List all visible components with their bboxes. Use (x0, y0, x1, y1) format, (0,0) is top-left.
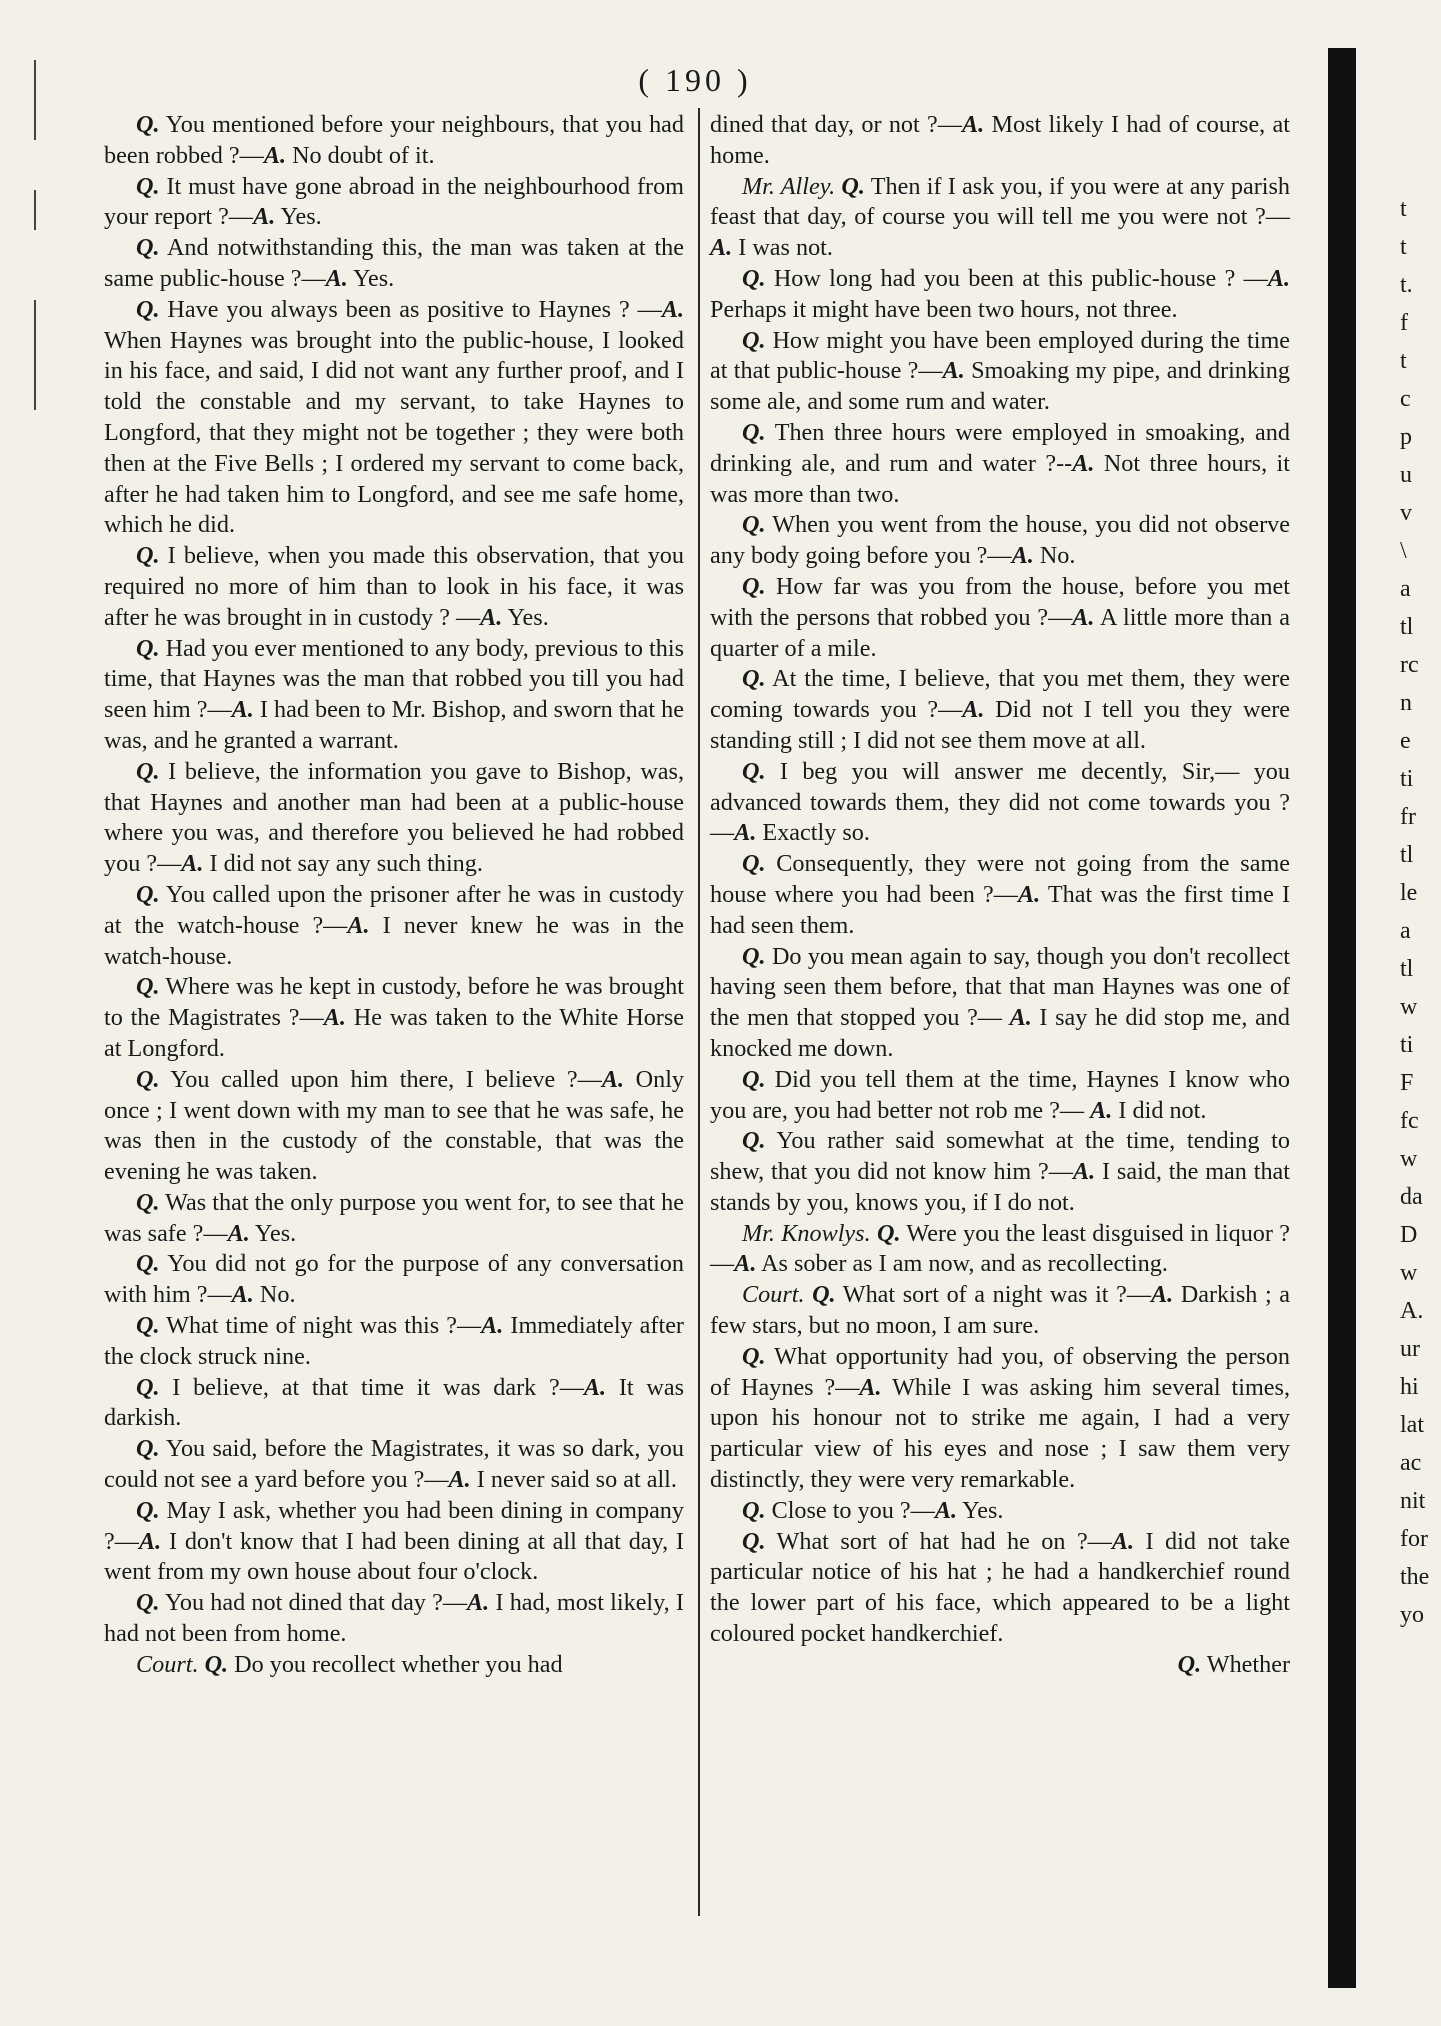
edge-fragment: le (1400, 880, 1418, 906)
qa-marker: Q. (742, 1496, 766, 1524)
paragraph (104, 880, 684, 972)
text-run: Only once ; I went down with my man to see that he was safe, he was then in the custody of the constable, that was the evening he was taken. (104, 1065, 685, 1186)
text-run: Smoaking my pipe, and drinking some ale, and some rum and water. (710, 357, 1290, 416)
text-run: I believe, at that time it was dark ?— (159, 1373, 584, 1401)
text-run: I did not take particular notice of his hat ; he had a handkerchief round the lower part of his face, which appeared to be a light coloured pocket handkerchief. (710, 1527, 1290, 1648)
qa-marker: A. (480, 603, 503, 631)
paragraph (104, 757, 684, 880)
edge-fragment: f (1400, 310, 1408, 336)
edge-fragment: tl (1400, 956, 1414, 982)
text-run: I believe, when you made this observation, that you required no more of him than to look in his face, it was after he was brought in in custody ? — (104, 542, 684, 631)
text-run: And notwithstanding this, the man was taken at the same public-house ?— (104, 234, 684, 292)
paragraph (104, 295, 684, 541)
qa-marker: A. (583, 1373, 607, 1401)
qa-marker: Q. (136, 1065, 160, 1093)
qa-marker: Q. (136, 172, 160, 200)
qa-marker: A. (1017, 880, 1041, 908)
text-run: I don't know that I had been dining at all that day, I went from my own house about four o'clock. (104, 1527, 684, 1586)
paragraph (710, 264, 1290, 326)
text-run: Close to you ?— (765, 1496, 935, 1524)
text-run: Yes. (957, 1496, 1004, 1524)
text-run: Consequently, they were not going from the same house where you had been ?— (710, 850, 1290, 908)
edge-fragment: tl (1400, 842, 1414, 868)
text-run: What sort of a night was it ?— (835, 1281, 1152, 1309)
edge-fragment: ur (1400, 1336, 1420, 1362)
text-run: Yes. (347, 264, 395, 292)
qa-marker: Q. (742, 511, 766, 539)
qa-marker: Q. (742, 850, 766, 878)
qa-marker: A. (253, 203, 276, 231)
qa-marker: A. (661, 295, 684, 323)
text-run: That was the first time I had seen them. (710, 880, 1290, 939)
edge-fragment: e (1400, 728, 1411, 754)
edge-fragment: a (1400, 576, 1411, 602)
edge-fragment: fr (1400, 804, 1416, 830)
paragraph (710, 757, 1290, 849)
edge-fragment: t. (1400, 272, 1413, 298)
edge-fragment: the (1400, 1564, 1430, 1590)
paragraph (710, 572, 1290, 664)
qa-marker: Q. (742, 942, 766, 970)
paragraph (104, 972, 684, 1064)
text-run: It must have gone abroad in the neighbourhood from your report ?— (104, 172, 684, 231)
paragraph (710, 326, 1290, 418)
edge-fragment: da (1400, 1184, 1423, 1210)
paragraph (710, 1527, 1290, 1650)
edge-fragment: w (1400, 994, 1418, 1020)
edge-fragment: w (1400, 1260, 1418, 1286)
qa-marker: Q. (876, 1219, 901, 1247)
text-run: No doubt of it. (286, 141, 435, 169)
text-run: Had you ever mentioned to any body, previous to this time, that Haynes was the man that robbed you till you had seen him ?— (104, 634, 684, 724)
paragraph (710, 1496, 1290, 1527)
qa-marker: A. (325, 264, 348, 292)
text-run (805, 1281, 813, 1308)
edge-fragment: t (1400, 234, 1407, 260)
text-run: How might you have been employed during the time at that public-house ?— (710, 326, 1290, 385)
paragraph (104, 541, 684, 633)
qa-marker: Q. (136, 111, 160, 138)
edge-fragment: F (1400, 1070, 1414, 1096)
text-run: I had, most likely, I had not been from home. (104, 1589, 684, 1648)
edge-fragment: fc (1400, 1108, 1419, 1134)
paragraph (710, 664, 1290, 756)
qa-marker: A. (1090, 1096, 1113, 1124)
edge-fragment: p (1400, 424, 1412, 450)
qa-marker: A. (138, 1527, 162, 1555)
qa-marker: Q. (136, 234, 160, 262)
qa-marker: Q. (136, 973, 160, 1001)
edge-fragment: hi (1400, 1374, 1419, 1400)
qa-marker: A. (231, 696, 254, 724)
qa-marker: A. (942, 357, 965, 385)
text-run: What opportunity had you, of observing the person of Haynes ?— (710, 1342, 1290, 1401)
text-run: Where was he kept in custody, before he was brought to the Magistrates ?— (104, 973, 684, 1032)
text-run: You called upon him there, I believe ?— (159, 1065, 602, 1093)
text-run: I say he did stop me, and knocked me down. (710, 1004, 1290, 1062)
qa-marker: A. (323, 1004, 346, 1032)
text-run: Immediately after the clock struck nine. (104, 1312, 684, 1370)
paragraph (104, 172, 684, 234)
paragraph (710, 1126, 1290, 1218)
edge-fragment: ti (1400, 1032, 1414, 1058)
paragraph (104, 233, 684, 295)
page-number: ( 190 ) (638, 62, 752, 98)
paragraph (710, 510, 1290, 572)
edge-fragment: lat (1400, 1412, 1424, 1438)
edge-fragment: t (1400, 196, 1407, 222)
qa-marker: A. (710, 234, 733, 262)
margin-mark (34, 300, 36, 410)
text-run: It was darkish. (104, 1373, 685, 1432)
text-run: You did not go for the purpose of any conversation with him ?— (104, 1250, 684, 1309)
text-run: He was taken to the White Horse at Longford. (104, 1004, 684, 1062)
paragraph (104, 1588, 684, 1650)
qa-marker: A. (1267, 264, 1290, 292)
qa-marker: Q. (742, 418, 766, 446)
edge-fragment: rc (1400, 652, 1419, 678)
edge-fragment: D (1400, 1222, 1418, 1248)
text-run: You called upon the prisoner after he was in custody at the watch-house ?— (104, 880, 684, 939)
paragraph (710, 418, 1290, 510)
qa-marker: Q. (136, 1188, 160, 1216)
left-column (104, 110, 684, 1681)
text-run: You said, before the Magistrates, it was so dark, you could not see a yard before you ?— (104, 1435, 684, 1494)
text-run: What time of night was this ?— (159, 1312, 482, 1340)
text-run: May I ask, whether you had been dining in company ?— (104, 1496, 684, 1555)
paragraph (104, 1188, 684, 1250)
qa-marker: A. (181, 850, 204, 878)
text-run: Whether (1201, 1650, 1290, 1678)
text-run: Perhaps it might have been two hours, not three. (710, 295, 1178, 323)
paragraph (104, 1650, 684, 1681)
text-run: Then three hours were employed in smoaking, and drinking ale, and rum and water ?-- (710, 418, 1290, 477)
qa-marker: A. (347, 911, 370, 939)
qa-marker: Q. (136, 542, 160, 570)
qa-marker: A. (227, 1219, 250, 1247)
text-run: Most likely I had of course, at home. (710, 111, 1291, 169)
qa-marker: A. (1111, 1527, 1135, 1555)
text-run: I never said so at all. (470, 1466, 677, 1494)
paragraph (104, 1311, 684, 1373)
paragraph (104, 110, 684, 172)
qa-marker: A. (448, 1466, 471, 1494)
text-run: Darkish ; a few stars, but no moon, I am sure. (710, 1281, 1290, 1340)
text-run: When Haynes was brought into the public-house, I looked in his face, and said, I did not want any further proof, and I told the constable and my servant, to take Haynes to Longford, that they might not be together ; they were both then at the Five Bells ; I ordered my servant to come back, after he had taken him to Longford, and see me safe home, which he did. (104, 326, 684, 539)
paragraph (710, 1342, 1290, 1496)
qa-marker: Q. (136, 295, 160, 323)
text-run: Yes. (249, 1219, 297, 1247)
text-run: Do you recollect whether you had (228, 1650, 563, 1678)
qa-marker: A. (1151, 1281, 1174, 1309)
text-run: You rather said somewhat at the time, tending to shew, that you did not know him ?— (710, 1127, 1290, 1186)
speaker-label: Court. (742, 1281, 805, 1309)
edge-fragment: ac (1400, 1450, 1422, 1476)
qa-marker: A. (601, 1065, 624, 1093)
qa-marker: Q. (742, 572, 766, 600)
edge-fragment: A. (1400, 1298, 1424, 1324)
text-run: Have you always been as positive to Haynes ? — (159, 295, 662, 323)
text-run: I was not. (732, 234, 833, 262)
qa-marker: A. (467, 1589, 490, 1617)
text-run: No. (1033, 542, 1076, 570)
paragraph (710, 849, 1290, 941)
paragraph (710, 110, 1290, 172)
qa-marker: A. (1072, 603, 1095, 631)
text-run: Were you the least disguised in liquor ?— (710, 1219, 1291, 1278)
text-run: I believe, the information you gave to Bishop, was, that Haynes and another man had been at a public-house where you was, and therefore you believed he had robbed you ?— (104, 757, 684, 878)
margin-mark (34, 60, 36, 140)
edge-fragment: nit (1400, 1488, 1426, 1514)
qa-marker: A. (734, 819, 757, 847)
qa-marker: A. (1072, 449, 1095, 477)
column-divider (698, 108, 700, 1916)
speaker-label: Court. (136, 1650, 199, 1678)
edge-fragment: w (1400, 1146, 1418, 1172)
edge-fragment: ti (1400, 766, 1414, 792)
qa-marker: Q. (1177, 1650, 1202, 1678)
qa-marker: Q. (742, 665, 766, 693)
qa-marker: Q. (742, 1065, 766, 1093)
text-run: As sober as I am now, and as recollecting. (756, 1250, 1168, 1278)
qa-marker: Q. (742, 1527, 766, 1555)
paragraph (710, 1219, 1290, 1281)
qa-marker: A. (1011, 542, 1034, 570)
qa-marker: A. (962, 696, 985, 724)
qa-marker: A. (962, 111, 985, 138)
paragraph (104, 1373, 684, 1435)
text-run: How far was you from the house, before you met with the persons that robbed you ?— (710, 572, 1290, 631)
text-run: Yes. (502, 603, 549, 631)
qa-marker: A. (734, 1250, 757, 1278)
text-run: You had not dined that day ?— (159, 1589, 468, 1617)
edge-fragment: v (1400, 500, 1412, 526)
paragraph (104, 1249, 684, 1311)
text-run: While I was asking him several times, upon his honour not to strike me again, I had a very particular view of his eyes and nose ; I saw them very distinctly, they were very remarkable. (710, 1373, 1290, 1494)
qa-marker: Q. (742, 264, 766, 292)
qa-marker: A. (934, 1496, 958, 1524)
edge-fragment: tl (1400, 614, 1414, 640)
paragraph (104, 1065, 684, 1188)
text-run: dined that day, or not ?— (710, 111, 962, 138)
edge-fragment: yo (1400, 1602, 1424, 1628)
text-run: How long had you been at this public-house ? — (765, 264, 1268, 292)
qa-marker: Q. (136, 1312, 160, 1340)
text-run: You mentioned before your neighbours, that you had been robbed ?— (104, 111, 684, 169)
binding-edge-bar (1328, 48, 1356, 1988)
qa-marker: Q. (812, 1281, 836, 1309)
qa-marker: A. (231, 1281, 254, 1309)
edge-fragment: n (1400, 690, 1412, 716)
text-run: Exactly so. (756, 819, 870, 847)
qa-marker: A. (263, 141, 287, 169)
edge-fragment: u (1400, 462, 1412, 488)
text-run: Not three hours, it was more than two. (710, 449, 1290, 508)
paragraph (710, 1650, 1290, 1681)
speaker-label: Mr. Knowlys. (742, 1219, 871, 1247)
margin-mark (34, 190, 36, 230)
text-run: I never knew he was in the watch-house. (104, 911, 684, 970)
paragraph (710, 172, 1290, 264)
qa-marker: Q. (136, 1435, 160, 1463)
qa-marker: Q. (136, 1496, 160, 1524)
qa-marker: Q. (136, 757, 160, 785)
paragraph (104, 634, 684, 757)
qa-marker: Q. (136, 1373, 160, 1401)
qa-marker: Q. (136, 1589, 160, 1617)
right-column (710, 110, 1290, 1681)
qa-marker: Q. (136, 880, 160, 908)
edge-fragment: a (1400, 918, 1411, 944)
qa-marker: A. (1009, 1004, 1032, 1032)
qa-marker: Q. (742, 1342, 766, 1370)
text-run: At the time, I believe, that you met them, they were coming towards you ?— (710, 665, 1290, 724)
facing-page-fragments (1400, 190, 1441, 1634)
text-run: I did not. (1112, 1096, 1207, 1124)
qa-marker: Q. (841, 172, 865, 200)
qa-marker: Q. (204, 1650, 229, 1678)
paragraph (104, 1496, 684, 1588)
text-run: I had been to Mr. Bishop, and sworn that he was, and he granted a warrant. (104, 696, 684, 754)
text-run: Do you mean again to say, though you don't recollect having seen them before, that that man Haynes was one of the men that stopped you ?— (710, 942, 1290, 1032)
text-run: No. (253, 1281, 296, 1309)
text-run: Did not I tell you they were standing still ; I did not see them move at all. (710, 696, 1290, 754)
text-run: When you went from the house, you did not observe any body going before you ?— (710, 511, 1290, 570)
text-run: Did you tell them at the time, Haynes I know who you are, you had better not rob me ?— (710, 1065, 1290, 1124)
text-run: A little more than a quarter of a mile. (710, 603, 1290, 662)
text-run: Yes. (275, 203, 322, 231)
text-run: Was that the only purpose you went for, to see that he was safe ?— (104, 1188, 684, 1247)
qa-marker: A. (481, 1312, 504, 1340)
qa-marker: Q. (136, 1250, 160, 1278)
edge-fragment: t (1400, 348, 1407, 374)
paragraph (710, 1280, 1290, 1342)
text-run: I said, the man that stands by you, knows you, if I do not. (710, 1158, 1290, 1216)
text-run: Then if I ask you, if you were at any parish feast that day, of course you will tell me you were not ?— (710, 172, 1291, 231)
qa-marker: Q. (742, 326, 766, 354)
qa-marker: Q. (742, 1127, 766, 1155)
paragraph (710, 942, 1290, 1065)
text-run: I did not say any such thing. (203, 850, 483, 878)
text-run: What sort of hat had he on ?— (765, 1527, 1112, 1555)
edge-fragment: c (1400, 386, 1411, 412)
paragraph (710, 1065, 1290, 1127)
paragraph (104, 1434, 684, 1496)
qa-marker: Q. (742, 757, 766, 785)
text-run: I beg you will answer me decently, Sir,— you advanced towards them, they did not come towards you ?— (710, 757, 1290, 847)
qa-marker: A. (859, 1373, 882, 1401)
qa-marker: Q. (136, 634, 160, 662)
edge-fragment: \ (1400, 538, 1407, 564)
qa-marker: A. (1072, 1158, 1096, 1186)
edge-fragment: for (1400, 1526, 1428, 1552)
speaker-label: Mr. Alley. (742, 172, 836, 200)
